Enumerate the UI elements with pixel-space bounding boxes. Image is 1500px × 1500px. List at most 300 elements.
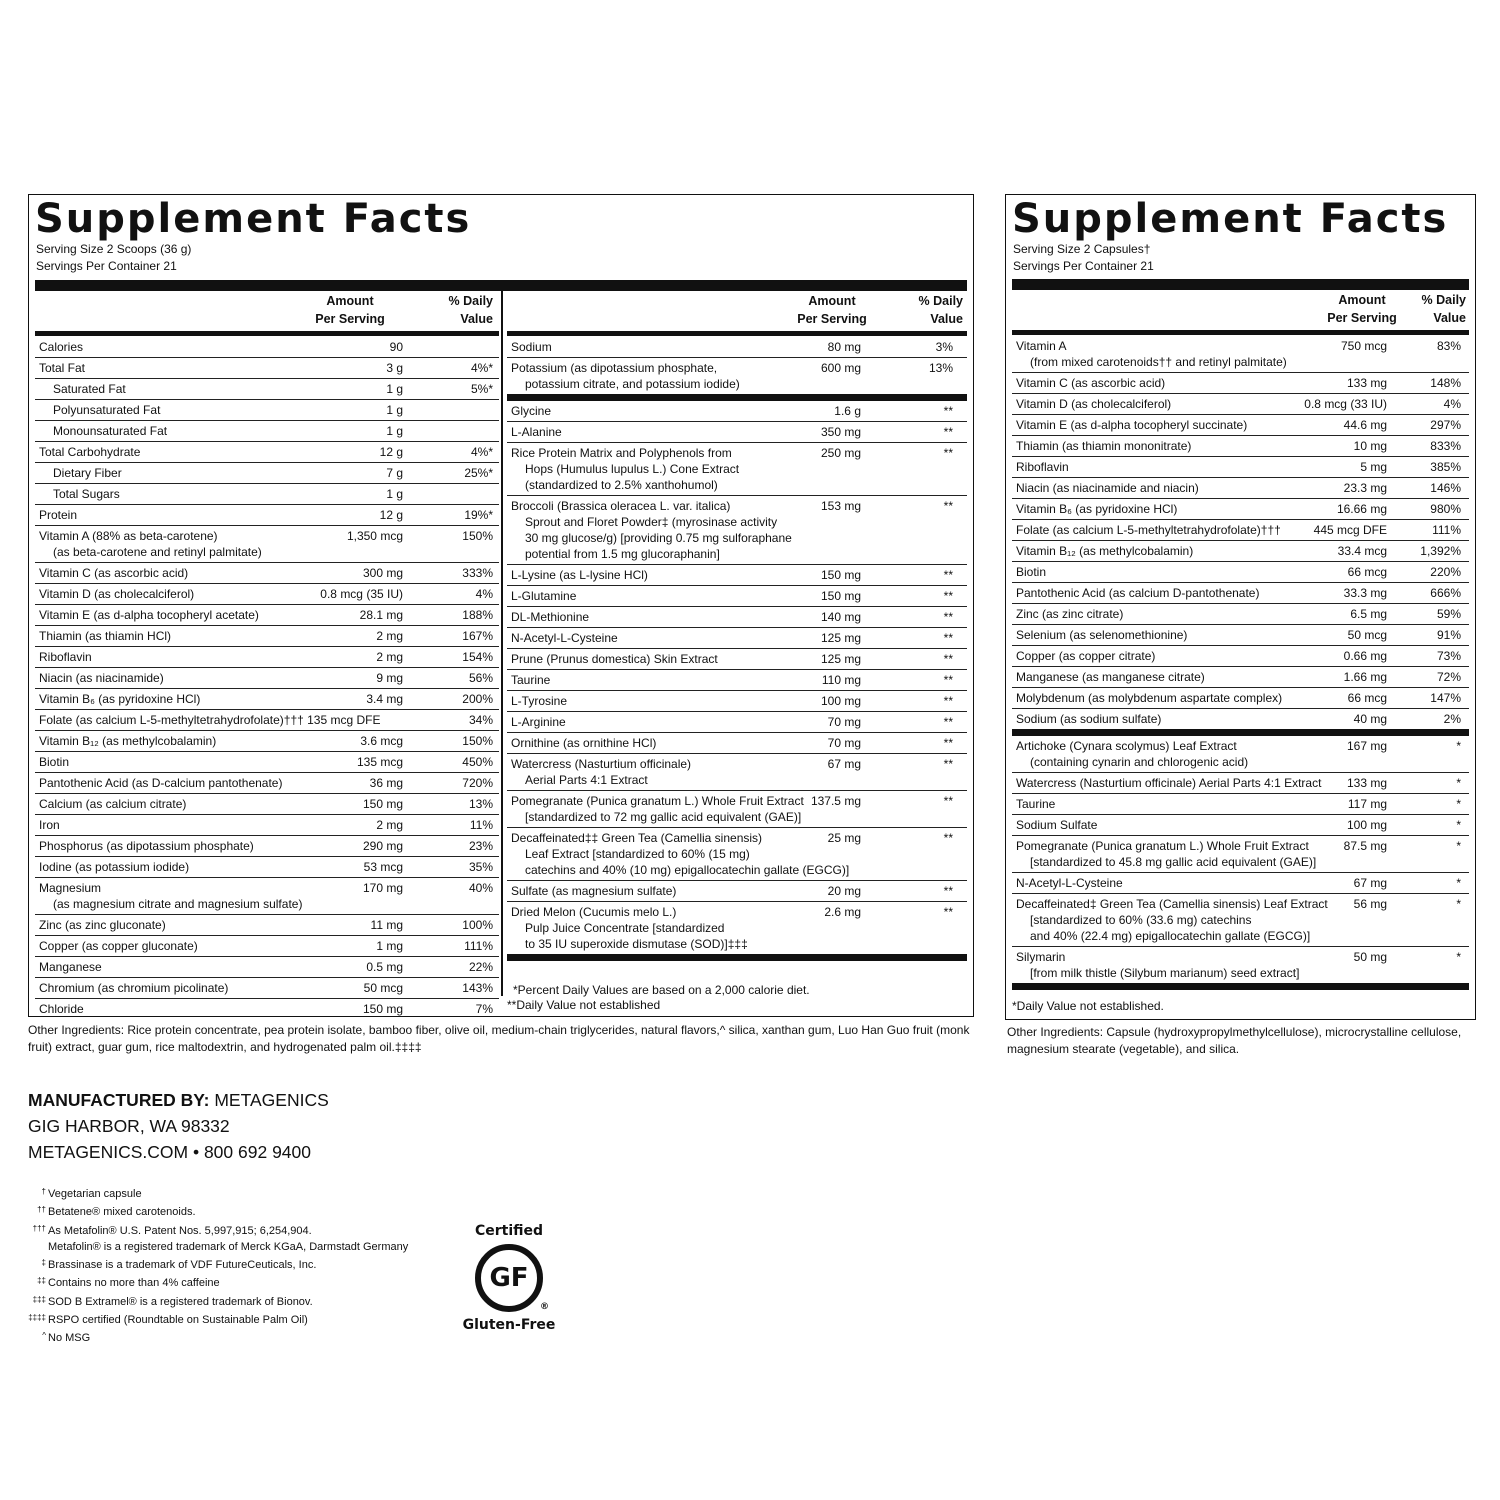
gluten-free-badge bbox=[456, 1222, 562, 1334]
nutrient-source: potential from 1.5 mg glucoraphanin] bbox=[525, 547, 720, 561]
nutrient-row bbox=[35, 957, 499, 978]
nutrient-daily-value: 148% bbox=[1430, 376, 1461, 390]
nutrient-amount: 1 mg bbox=[376, 939, 403, 953]
nutrient-daily-value: * bbox=[1456, 876, 1461, 890]
nutrient-source: 30 mg glucose/g) [providing 0.75 mg sulforaphane bbox=[525, 531, 792, 545]
nutrient-name: Iron bbox=[39, 818, 60, 832]
nutrient-name: Rice Protein Matrix and Polyphenols from bbox=[511, 446, 732, 460]
nutrient-amount: 2.6 mg bbox=[824, 905, 861, 919]
nutrient-row bbox=[507, 401, 967, 422]
nutrient-row bbox=[1012, 625, 1469, 646]
nutrient-row bbox=[1012, 415, 1469, 436]
footnote-symbol: ‡ bbox=[41, 1258, 46, 1268]
nutrient-name: Copper (as copper gluconate) bbox=[39, 939, 198, 953]
nutrient-row bbox=[1012, 478, 1469, 499]
servings-per-container: Servings Per Container 21 bbox=[1013, 259, 1154, 273]
nutrient-row bbox=[1012, 604, 1469, 625]
nutrient-daily-value: 188% bbox=[462, 608, 493, 622]
nutrient-daily-value: 4% bbox=[475, 587, 493, 601]
nutrient-name: Manganese bbox=[39, 960, 102, 974]
nutrient-daily-value: 450% bbox=[462, 755, 493, 769]
nutrient-row bbox=[1012, 394, 1469, 415]
nutrient-name: Vitamin C (as ascorbic acid) bbox=[39, 566, 189, 580]
nutrient-row bbox=[507, 607, 967, 628]
nutrient-name: Folate (as calcium L-5-methyltetrahydrofolate)††† 135 mcg DFE bbox=[39, 713, 381, 727]
nutrient-row bbox=[1012, 736, 1469, 773]
nutrient-daily-value: 833% bbox=[1430, 439, 1461, 453]
nutrient-daily-value: 100% bbox=[462, 918, 493, 932]
nutrient-daily-value: * bbox=[1456, 776, 1461, 790]
nutrient-amount: 66 mcg bbox=[1347, 691, 1387, 705]
daily-value-header: % Daily Value bbox=[918, 294, 963, 326]
manufacturer-contact: METAGENICS.COM • 800 692 9400 bbox=[28, 1142, 311, 1162]
nutrient-amount: 16.66 mg bbox=[1336, 502, 1387, 516]
nutrient-name: L-Lysine (as L-lysine HCl) bbox=[511, 568, 648, 582]
nutrient-amount: 350 mg bbox=[820, 425, 861, 439]
nutrient-daily-value: * bbox=[1456, 950, 1461, 964]
nutrient-row bbox=[35, 584, 499, 605]
nutrient-name: Iodine (as potassium iodide) bbox=[39, 860, 190, 874]
nutrient-amount: 53 mcg bbox=[363, 860, 403, 874]
nutrient-daily-value: 19%* bbox=[464, 508, 493, 522]
nutrient-amount: 66 mcg bbox=[1347, 565, 1387, 579]
nutrient-row bbox=[35, 936, 499, 957]
nutrient-source: and 40% (22.4 mg) epigallocatechin gallate (EGCG)] bbox=[1030, 929, 1311, 943]
manufacturer-block bbox=[28, 1087, 329, 1165]
nutrient-daily-value: ** bbox=[943, 652, 953, 666]
nutrient-daily-value: 666% bbox=[1430, 586, 1461, 600]
nutrient-name: Vitamin E (as d-alpha tocopheryl acetate) bbox=[39, 608, 259, 622]
nutrient-name: L-Arginine bbox=[511, 715, 566, 729]
nutrient-name: N-Acetyl-L-Cysteine bbox=[511, 631, 618, 645]
nutrient-daily-value: ** bbox=[943, 568, 953, 582]
nutrient-amount: 137.5 mg bbox=[810, 794, 861, 808]
nutrient-amount: 3 g bbox=[386, 361, 403, 375]
nutrient-amount: 1.66 mg bbox=[1343, 670, 1387, 684]
nutrient-row bbox=[35, 563, 499, 584]
nutrient-row bbox=[1012, 336, 1469, 373]
nutrient-amount: 20 mg bbox=[827, 884, 861, 898]
nutrient-list bbox=[1012, 336, 1469, 990]
nutrient-list-1 bbox=[35, 337, 499, 1019]
serving-size: Serving Size 2 Capsules† bbox=[1013, 242, 1151, 256]
nutrient-name: Silymarin bbox=[1016, 950, 1066, 964]
nutrient-source: Sprout and Floret Powder‡ (myrosinase activity bbox=[525, 515, 778, 529]
nutrient-name: L-Tyrosine bbox=[511, 694, 568, 708]
nutrient-row bbox=[35, 605, 499, 626]
nutrient-row bbox=[35, 689, 499, 710]
nutrient-name: Selenium (as selenomethionine) bbox=[1016, 628, 1188, 642]
panel-notes bbox=[507, 983, 967, 1013]
footnote bbox=[28, 1221, 408, 1239]
footnote bbox=[28, 1310, 408, 1328]
footnote bbox=[28, 1273, 408, 1291]
nutrient-amount: 70 mg bbox=[827, 736, 861, 750]
nutrient-name: Biotin bbox=[1016, 565, 1047, 579]
nutrient-name: Broccoli (Brassica oleracea L. var. italica) bbox=[511, 499, 731, 513]
nutrient-name: Vitamin B₁₂ (as methylcobalamin) bbox=[1016, 544, 1194, 558]
nutrient-row bbox=[1012, 457, 1469, 478]
nutrient-row bbox=[35, 526, 499, 563]
nutrient-amount: 0.5 mg bbox=[366, 960, 403, 974]
nutrient-daily-value: ** bbox=[943, 631, 953, 645]
nutrient-row bbox=[1012, 541, 1469, 562]
nutrient-source: (standardized to 2.5% xanthohumol) bbox=[525, 478, 718, 492]
footnote-text: RSPO certified (Roundtable on Sustainable Palm Oil) bbox=[48, 1314, 308, 1327]
nutrient-name: Sodium Sulfate bbox=[1016, 818, 1098, 832]
nutrient-daily-value: ** bbox=[943, 499, 953, 513]
nutrient-row bbox=[507, 902, 967, 961]
nutrient-amount: 150 mg bbox=[362, 797, 403, 811]
nutrient-source: (containing cynarin and chlorogenic acid) bbox=[1030, 755, 1249, 769]
nutrient-daily-value: 83% bbox=[1436, 339, 1461, 353]
gf-circle-icon bbox=[475, 1244, 549, 1312]
nutrient-row bbox=[507, 828, 967, 881]
nutrient-name: Chloride bbox=[39, 1002, 84, 1016]
nutrient-amount: 50 mcg bbox=[363, 981, 403, 995]
nutrient-daily-value: 59% bbox=[1436, 607, 1461, 621]
nutrient-row bbox=[35, 337, 499, 358]
nutrient-row bbox=[1012, 836, 1469, 873]
nutrient-daily-value: 5%* bbox=[470, 382, 493, 396]
nutrient-amount: 125 mg bbox=[820, 652, 861, 666]
nutrient-name: Artichoke (Cynara scolymus) Leaf Extract bbox=[1016, 739, 1237, 753]
nutrient-row bbox=[1012, 667, 1469, 688]
nutrient-amount: 1 g bbox=[386, 403, 403, 417]
other-ingredients-capsules: Other Ingredients: Capsule (hydroxypropylmethylcellulose), microcrystalline cellulose, magnesium stearate (vegetable), and silica. bbox=[1007, 1025, 1462, 1056]
nutrient-amount: 300 mg bbox=[362, 566, 403, 580]
nutrient-daily-value: 111% bbox=[464, 939, 493, 953]
nutrient-daily-value: * bbox=[1456, 818, 1461, 832]
nutrient-daily-value: ** bbox=[943, 610, 953, 624]
nutrient-amount: 133 mg bbox=[1346, 376, 1387, 390]
nutrient-name: Total Fat bbox=[39, 361, 86, 375]
footnote-text: Contains no more than 4% caffeine bbox=[48, 1277, 220, 1290]
nutrient-row bbox=[507, 443, 967, 496]
nutrient-row bbox=[1012, 815, 1469, 836]
nutrient-source: catechins and 40% (10 mg) epigallocatechin gallate (EGCG)] bbox=[525, 863, 850, 877]
nutrient-daily-value: * bbox=[1456, 797, 1461, 811]
nutrient-row bbox=[35, 794, 499, 815]
nutrient-amount: 100 mg bbox=[1346, 818, 1387, 832]
nutrient-daily-value: 22% bbox=[468, 960, 493, 974]
header-rule bbox=[1012, 330, 1469, 335]
nutrient-daily-value: ** bbox=[943, 757, 953, 771]
nutrient-daily-value: * bbox=[1456, 897, 1461, 911]
nutrient-daily-value: 980% bbox=[1430, 502, 1461, 516]
nutrient-amount: 50 mcg bbox=[1347, 628, 1387, 642]
manufacturer-name: METAGENICS bbox=[214, 1090, 329, 1110]
nutrient-amount: 90 bbox=[389, 340, 403, 354]
footnotes bbox=[28, 1184, 408, 1347]
nutrient-name: Ornithine (as ornithine HCl) bbox=[511, 736, 657, 750]
footnote-text: No MSG bbox=[48, 1332, 91, 1345]
nutrient-daily-value: 720% bbox=[462, 776, 493, 790]
nutrient-name: Saturated Fat bbox=[53, 382, 126, 396]
nutrient-amount: 0.66 mg bbox=[1343, 649, 1387, 663]
nutrient-amount: 2 mg bbox=[376, 629, 403, 643]
nutrient-amount: 150 mg bbox=[820, 568, 861, 582]
nutrient-daily-value: 91% bbox=[1436, 628, 1461, 642]
nutrient-name: Pomegranate (Punica granatum L.) Whole Fruit Extract bbox=[511, 794, 804, 808]
nutrient-row bbox=[507, 565, 967, 586]
nutrient-name: Decaffeinated‡‡ Green Tea (Camellia sinensis) bbox=[511, 831, 763, 845]
nutrient-amount: 33.3 mg bbox=[1343, 586, 1387, 600]
nutrient-daily-value: 73% bbox=[1436, 649, 1461, 663]
daily-value-header: % Daily Value bbox=[448, 294, 493, 326]
nutrient-daily-value: 150% bbox=[462, 734, 493, 748]
nutrient-name: Taurine bbox=[1016, 797, 1056, 811]
nutrient-daily-value: ** bbox=[943, 905, 953, 919]
nutrient-amount: 50 mg bbox=[1353, 950, 1387, 964]
nutrient-daily-value: 200% bbox=[462, 692, 493, 706]
nutrient-name: L-Alanine bbox=[511, 425, 562, 439]
nutrient-row bbox=[35, 379, 499, 400]
nutrient-amount: 36 mg bbox=[369, 776, 403, 790]
nutrient-daily-value: ** bbox=[943, 694, 953, 708]
nutrient-daily-value: 297% bbox=[1430, 418, 1461, 432]
nutrient-source: (from mixed carotenoids†† and retinyl palmitate) bbox=[1030, 355, 1287, 369]
nutrient-row bbox=[507, 358, 967, 401]
column-header bbox=[1012, 291, 1469, 331]
nutrient-row bbox=[35, 626, 499, 647]
nutrient-row bbox=[507, 733, 967, 754]
nutrient-amount: 1 g bbox=[386, 382, 403, 396]
nutrient-row bbox=[1012, 894, 1469, 947]
nutrient-name: Pantothenic Acid (as calcium D-pantothenate) bbox=[1016, 586, 1260, 600]
nutrient-amount: 0.8 mcg (35 IU) bbox=[320, 587, 403, 601]
nutrient-name: DL-Methionine bbox=[511, 610, 590, 624]
nutrient-amount: 33.4 mcg bbox=[1337, 544, 1387, 558]
nutrient-daily-value: ** bbox=[943, 404, 953, 418]
nutrient-source: [standardized to 60% (33.6 mg) catechins bbox=[1030, 913, 1252, 927]
nutrient-row bbox=[35, 857, 499, 878]
amount-header: Amount Per Serving bbox=[1327, 293, 1397, 325]
badge-bottom-text: Gluten-Free bbox=[462, 1317, 556, 1333]
header-rule bbox=[507, 331, 967, 336]
nutrient-amount: 290 mg bbox=[362, 839, 403, 853]
nutrient-row bbox=[35, 668, 499, 689]
nutrient-name: Polyunsaturated Fat bbox=[53, 403, 161, 417]
nutrient-daily-value: 333% bbox=[462, 566, 493, 580]
nutrient-name: Vitamin A bbox=[1016, 339, 1067, 353]
nutrient-name: Folate (as calcium L-5-methyltetrahydrofolate)††† bbox=[1016, 523, 1281, 537]
nutrient-name: Vitamin B₁₂ (as methylcobalamin) bbox=[39, 734, 217, 748]
nutrient-daily-value: 150% bbox=[462, 529, 493, 543]
nutrient-name: Potassium (as dipotassium phosphate, bbox=[511, 361, 718, 375]
column-header-right bbox=[507, 292, 967, 332]
nutrient-amount: 2 mg bbox=[376, 818, 403, 832]
nutrient-row bbox=[507, 691, 967, 712]
badge-registered: ® bbox=[540, 1302, 549, 1312]
nutrient-row bbox=[507, 422, 967, 443]
nutrient-row bbox=[35, 647, 499, 668]
nutrient-daily-value: 220% bbox=[1430, 565, 1461, 579]
nutrient-row bbox=[507, 712, 967, 733]
nutrient-row bbox=[35, 442, 499, 463]
footnote-text: As Metafolin® U.S. Patent Nos. 5,997,915; 6,254,904. bbox=[48, 1224, 312, 1237]
nutrient-name: Calories bbox=[39, 340, 84, 354]
nutrient-daily-value: 11% bbox=[469, 818, 493, 832]
footnote-symbol: † bbox=[41, 1187, 46, 1196]
nutrient-name: Monounsaturated Fat bbox=[53, 424, 168, 438]
nutrient-row bbox=[35, 484, 499, 505]
nutrient-source: Pulp Juice Concentrate [standardized bbox=[525, 921, 725, 935]
nutrient-name: Niacin (as niacinamide) bbox=[39, 671, 164, 685]
nutrient-daily-value: 167% bbox=[462, 629, 493, 643]
nutrient-source: to 35 IU superoxide dismutase (SOD)]‡‡‡ bbox=[525, 937, 748, 951]
nutrient-daily-value: * bbox=[1456, 739, 1461, 753]
nutrient-amount: 56 mg bbox=[1353, 897, 1387, 911]
nutrient-row bbox=[507, 670, 967, 691]
nutrient-row bbox=[35, 421, 499, 442]
nutrient-name: Phosphorus (as dipotassium phosphate) bbox=[39, 839, 254, 853]
nutrient-daily-value: 1,392% bbox=[1420, 544, 1461, 558]
nutrient-daily-value: 146% bbox=[1430, 481, 1461, 495]
nutrient-row bbox=[1012, 947, 1469, 990]
nutrient-row bbox=[35, 463, 499, 484]
footnote bbox=[28, 1239, 408, 1255]
nutrient-row bbox=[35, 978, 499, 999]
nutrient-amount: 110 mg bbox=[821, 673, 861, 687]
header-rule bbox=[35, 331, 499, 336]
nutrient-amount: 750 mcg bbox=[1340, 339, 1387, 353]
nutrient-amount: 44.6 mg bbox=[1343, 418, 1387, 432]
nutrient-daily-value: ** bbox=[943, 715, 953, 729]
nutrient-daily-value: ** bbox=[943, 794, 953, 808]
footnote-text: SOD B Extramel® is a registered trademark of Bionov. bbox=[48, 1295, 313, 1308]
nutrient-row bbox=[35, 836, 499, 857]
nutrient-amount: 2 mg bbox=[376, 650, 403, 664]
nutrient-name: Riboflavin bbox=[1016, 460, 1069, 474]
nutrient-amount: 25 mg bbox=[827, 831, 861, 845]
nutrient-name: Pantothenic Acid (as D-calcium pantothenate) bbox=[39, 776, 283, 790]
nutrient-amount: 0.8 mcg (33 IU) bbox=[1304, 397, 1387, 411]
nutrient-amount: 7 g bbox=[386, 466, 403, 480]
nutrient-daily-value: 7% bbox=[475, 1002, 493, 1016]
footnote-symbol: ^ bbox=[42, 1331, 46, 1341]
nutrient-name: Zinc (as zinc gluconate) bbox=[39, 918, 166, 932]
nutrient-row bbox=[507, 791, 967, 828]
serving-size: Serving Size 2 Scoops (36 g) bbox=[36, 242, 192, 256]
nutrient-source: [from milk thistle (Silybum marianum) seed extract] bbox=[1030, 966, 1300, 980]
nutrient-amount: 1 g bbox=[386, 424, 403, 438]
nutrient-daily-value: 2% bbox=[1443, 712, 1461, 726]
nutrient-name: Dietary Fiber bbox=[53, 466, 122, 480]
nutrient-name: Pomegranate (Punica granatum L.) Whole Fruit Extract bbox=[1016, 839, 1309, 853]
nutrient-source: Aerial Parts 4:1 Extract bbox=[525, 773, 648, 787]
nutrient-daily-value: 4% bbox=[1443, 397, 1461, 411]
nutrient-name: Copper (as copper citrate) bbox=[1016, 649, 1156, 663]
nutrient-list-2 bbox=[507, 337, 967, 961]
nutrient-row bbox=[35, 731, 499, 752]
nutrient-name: Magnesium bbox=[39, 881, 102, 895]
nutrient-amount: 133 mg bbox=[1346, 776, 1387, 790]
nutrient-name: Riboflavin bbox=[39, 650, 92, 664]
nutrient-row bbox=[35, 710, 499, 731]
nutrient-amount: 1 g bbox=[386, 487, 403, 501]
nutrient-row bbox=[35, 999, 499, 1019]
nutrient-name: Protein bbox=[39, 508, 78, 522]
nutrient-amount: 100 mg bbox=[820, 694, 861, 708]
nutrient-amount: 80 mg bbox=[827, 340, 861, 354]
nutrient-daily-value: 385% bbox=[1430, 460, 1461, 474]
nutrient-row bbox=[1012, 709, 1469, 736]
nutrient-name: Chromium (as chromium picolinate) bbox=[39, 981, 229, 995]
footnote bbox=[28, 1255, 408, 1273]
nutrient-daily-value: 23% bbox=[468, 839, 493, 853]
nutrient-amount: 10 mg bbox=[1353, 439, 1387, 453]
thick-divider bbox=[1012, 279, 1469, 290]
nutrient-amount: 250 mg bbox=[820, 446, 861, 460]
nutrient-name: Watercress (Nasturtium officinale) bbox=[511, 757, 692, 771]
nutrient-row bbox=[35, 878, 499, 915]
nutrient-amount: 150 mg bbox=[820, 589, 861, 603]
nutrient-name: Taurine bbox=[511, 673, 551, 687]
nutrient-name: Total Carbohydrate bbox=[39, 445, 141, 459]
nutrient-row bbox=[507, 881, 967, 902]
nutrient-row bbox=[1012, 499, 1469, 520]
nutrient-daily-value: 111% bbox=[1432, 523, 1461, 537]
nutrient-amount: 1,350 mcg bbox=[346, 529, 403, 543]
footnote bbox=[28, 1328, 408, 1346]
nutrient-name: Zinc (as zinc citrate) bbox=[1016, 607, 1124, 621]
dv-not-established-note: *Daily Value not established. bbox=[1012, 999, 1164, 1013]
nutrient-row bbox=[507, 337, 967, 358]
nutrient-amount: 67 mg bbox=[827, 757, 861, 771]
footnote-symbol: ††† bbox=[32, 1223, 46, 1233]
nutrient-amount: 87.5 mg bbox=[1343, 839, 1387, 853]
nutrient-daily-value: * bbox=[1456, 839, 1461, 853]
nutrient-row bbox=[1012, 520, 1469, 541]
footnote-symbol: ‡‡‡‡ bbox=[28, 1313, 46, 1323]
nutrient-row bbox=[35, 505, 499, 526]
nutrient-daily-value: 147% bbox=[1430, 691, 1461, 705]
percent-dv-note: *Percent Daily Values are based on a 2,000 calorie diet. bbox=[513, 983, 810, 997]
nutrient-source: (as beta-carotene and retinyl palmitate) bbox=[53, 545, 262, 559]
nutrient-daily-value: ** bbox=[943, 736, 953, 750]
nutrient-name: N-Acetyl-L-Cysteine bbox=[1016, 876, 1123, 890]
nutrient-name: Vitamin B₆ (as pyridoxine HCl) bbox=[1016, 502, 1178, 516]
nutrient-name: Molybdenum (as molybdenum aspartate complex) bbox=[1016, 691, 1283, 705]
footnote-text: Brassinase is a trademark of VDF FutureCeuticals, Inc. bbox=[48, 1259, 317, 1272]
nutrient-amount: 150 mg bbox=[362, 1002, 403, 1016]
nutrient-name: L-Glutamine bbox=[511, 589, 577, 603]
nutrient-row bbox=[1012, 583, 1469, 604]
nutrient-row bbox=[1012, 373, 1469, 394]
panel-title: Supplement Facts bbox=[35, 196, 472, 242]
nutrient-name: Thiamin (as thiamin HCl) bbox=[39, 629, 172, 643]
nutrient-amount: 445 mcg DFE bbox=[1313, 523, 1387, 537]
nutrient-name: Vitamin A (88% as beta-carotene) bbox=[39, 529, 218, 543]
nutrient-amount: 12 g bbox=[379, 445, 403, 459]
nutrient-row bbox=[35, 815, 499, 836]
footnote-text: Metafolin® is a registered trademark of Merck KGaA, Darmstadt Germany bbox=[48, 1240, 409, 1253]
nutrient-source: Leaf Extract [standardized to 60% (15 mg) bbox=[525, 847, 750, 861]
nutrient-daily-value: 4%* bbox=[470, 361, 493, 375]
nutrient-daily-value: 72% bbox=[1436, 670, 1461, 684]
nutrient-daily-value: 40% bbox=[468, 881, 493, 895]
nutrient-amount: 3.4 mg bbox=[366, 692, 403, 706]
nutrient-amount: 170 mg bbox=[362, 881, 403, 895]
nutrient-row bbox=[507, 754, 967, 791]
nutrient-amount: 167 mg bbox=[1346, 739, 1387, 753]
nutrient-name: Manganese (as manganese citrate) bbox=[1016, 670, 1205, 684]
nutrient-row bbox=[35, 773, 499, 794]
nutrient-row bbox=[1012, 773, 1469, 794]
nutrient-amount: 28.1 mg bbox=[359, 608, 403, 622]
nutrient-amount: 3.6 mcg bbox=[360, 734, 403, 748]
